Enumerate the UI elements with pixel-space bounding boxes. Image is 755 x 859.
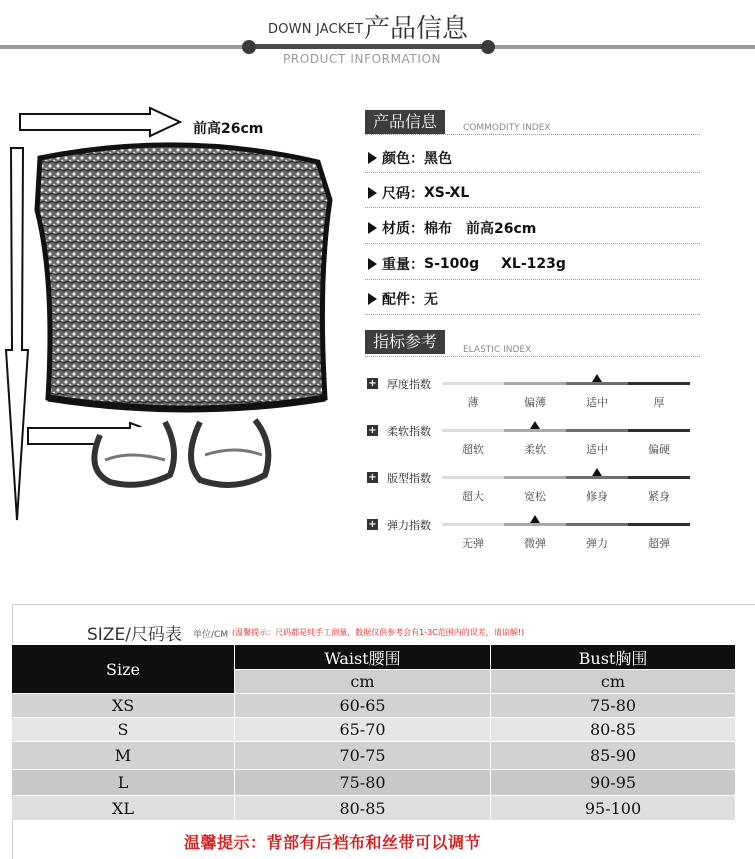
index-tick-label: 超软 [462,443,484,456]
index-tick-label: 适中 [586,443,608,456]
bustier-body [37,145,330,409]
index-selected-marker [530,515,540,523]
header-title-en: DOWN JACKET [268,22,364,37]
index-name: 弹力指数 [387,519,431,532]
attr-label: 颜色： [382,151,424,167]
bust-header-cell: Bust胸围 [491,645,735,669]
bust-cell: 90-95 [491,770,735,795]
side-measure-arrow [6,148,28,520]
index-segment [628,523,690,526]
index-tick-label: 无弹 [462,537,484,550]
index-selected-marker [592,468,602,476]
divider [365,356,700,357]
waist-cell: 75-80 [235,770,490,795]
index-segment [566,429,628,432]
bullet-icon [367,257,378,271]
index-segment [504,382,566,385]
waist-cell: 80-85 [235,796,490,820]
attr-color [367,148,452,168]
index-name: 柔软指数 [387,425,431,438]
bullet-icon [367,292,378,306]
header-dot-right [481,40,495,54]
top-measure-arrow [20,108,180,136]
size-table-note: (温馨提示：尺码都是纯手工测量，数据仅供参考会有1-3C范围内的误差，请谅解!) [232,628,525,637]
index-segment [442,523,504,526]
size-table-title: SIZE/尺码表 [87,625,182,645]
index-segment [628,382,690,385]
waist-unit-cell: cm [235,670,490,693]
index-tick-label: 适中 [586,396,608,409]
index-segment [566,523,628,526]
attr-weight [367,254,566,274]
index-segment [504,523,566,526]
waist-cell: 60-65 [235,694,490,717]
index-tick-label: 超大 [462,490,484,503]
attr-label: 配件： [382,292,424,308]
index-segment [628,476,690,479]
size-warning: 温馨提示：背部有后裆布和丝带可以调节 [184,833,482,852]
bullet-icon [367,221,378,235]
divider [365,134,700,135]
index-segment [504,429,566,432]
divider [365,314,700,315]
attr-value: 棉布 [424,221,452,237]
header-title-cn: 产品信息 [364,14,469,44]
index-segment [442,429,504,432]
plus-icon: + [368,425,377,436]
index-tick-label: 修身 [586,490,608,503]
bust-cell: 95-100 [491,796,735,820]
index-tick-label: 弹力 [586,537,608,550]
index-tick-label: 紧身 [648,490,670,503]
index-segment [566,476,628,479]
plus-icon: + [368,472,377,483]
waist-cell: 65-70 [235,718,490,741]
attr-label: 尺码： [382,186,424,202]
attr-label: 材质： [382,221,424,237]
index-subtitle: ELASTIC INDEX [463,345,532,355]
index-title: 指标参考 [365,330,445,354]
size-cell: XS [12,694,234,717]
index-tick-label: 偏硬 [648,443,670,456]
size-cell: S [12,718,234,741]
attr-value: 黑色 [424,151,452,167]
divider [365,172,700,173]
attr-extra: XL-123g [501,256,566,272]
index-tick-label: 超弹 [648,537,670,550]
size-cell: XL [12,796,234,820]
attr-accessories [367,289,438,309]
divider [365,243,700,244]
waist-cell: 70-75 [235,742,490,769]
index-name: 版型指数 [387,472,431,485]
index-row [367,470,697,510]
index-selected-marker [592,374,602,382]
attr-label: 重量： [382,257,424,273]
index-tick-label: 厚 [653,396,665,409]
size-cell: M [12,742,234,769]
index-segment [566,382,628,385]
index-tick-label: 薄 [467,396,479,409]
index-segment [442,382,504,385]
plus-icon: + [368,519,377,530]
attr-value: 无 [424,292,438,308]
index-row [367,376,697,416]
attr-size [367,183,469,203]
attr-extra: 前高26cm [466,221,537,237]
attr-value: S-100g [424,256,480,272]
index-row [367,423,697,463]
header-dot-left [242,40,256,54]
index-row [367,517,697,557]
bullet-icon [367,151,378,165]
index-segment [504,476,566,479]
product-illustration [0,100,345,530]
attr-value: XS-XL [424,185,470,201]
index-tick-label: 宽松 [524,490,546,503]
product-info-subtitle: COMMODITY INDEX [463,123,551,133]
bust-cell: 85-90 [491,742,735,769]
attr-material [367,218,536,238]
index-selected-marker [530,421,540,429]
index-tick-label: 微弹 [524,537,546,550]
waist-header-cell: Waist腰围 [235,645,490,669]
index-tick-label: 偏薄 [524,396,546,409]
divider [365,207,700,208]
index-name: 厚度指数 [387,378,431,391]
index-segment [628,429,690,432]
plus-icon: + [368,378,377,389]
product-info-title: 产品信息 [365,110,445,134]
bust-cell: 75-80 [491,694,735,717]
size-table-unit: 单位/CM [193,630,229,640]
divider [365,279,700,280]
size-cell: L [12,770,234,795]
index-tick-label: 柔软 [524,443,546,456]
front-height-label: 前高26cm [193,121,264,137]
bust-unit-cell: cm [491,670,735,693]
bust-cell: 80-85 [491,718,735,741]
bullet-icon [367,186,378,200]
header-subtitle: PRODUCT INFORMATION [283,52,442,66]
index-segment [442,476,504,479]
size-header-cell: Size [12,645,234,693]
